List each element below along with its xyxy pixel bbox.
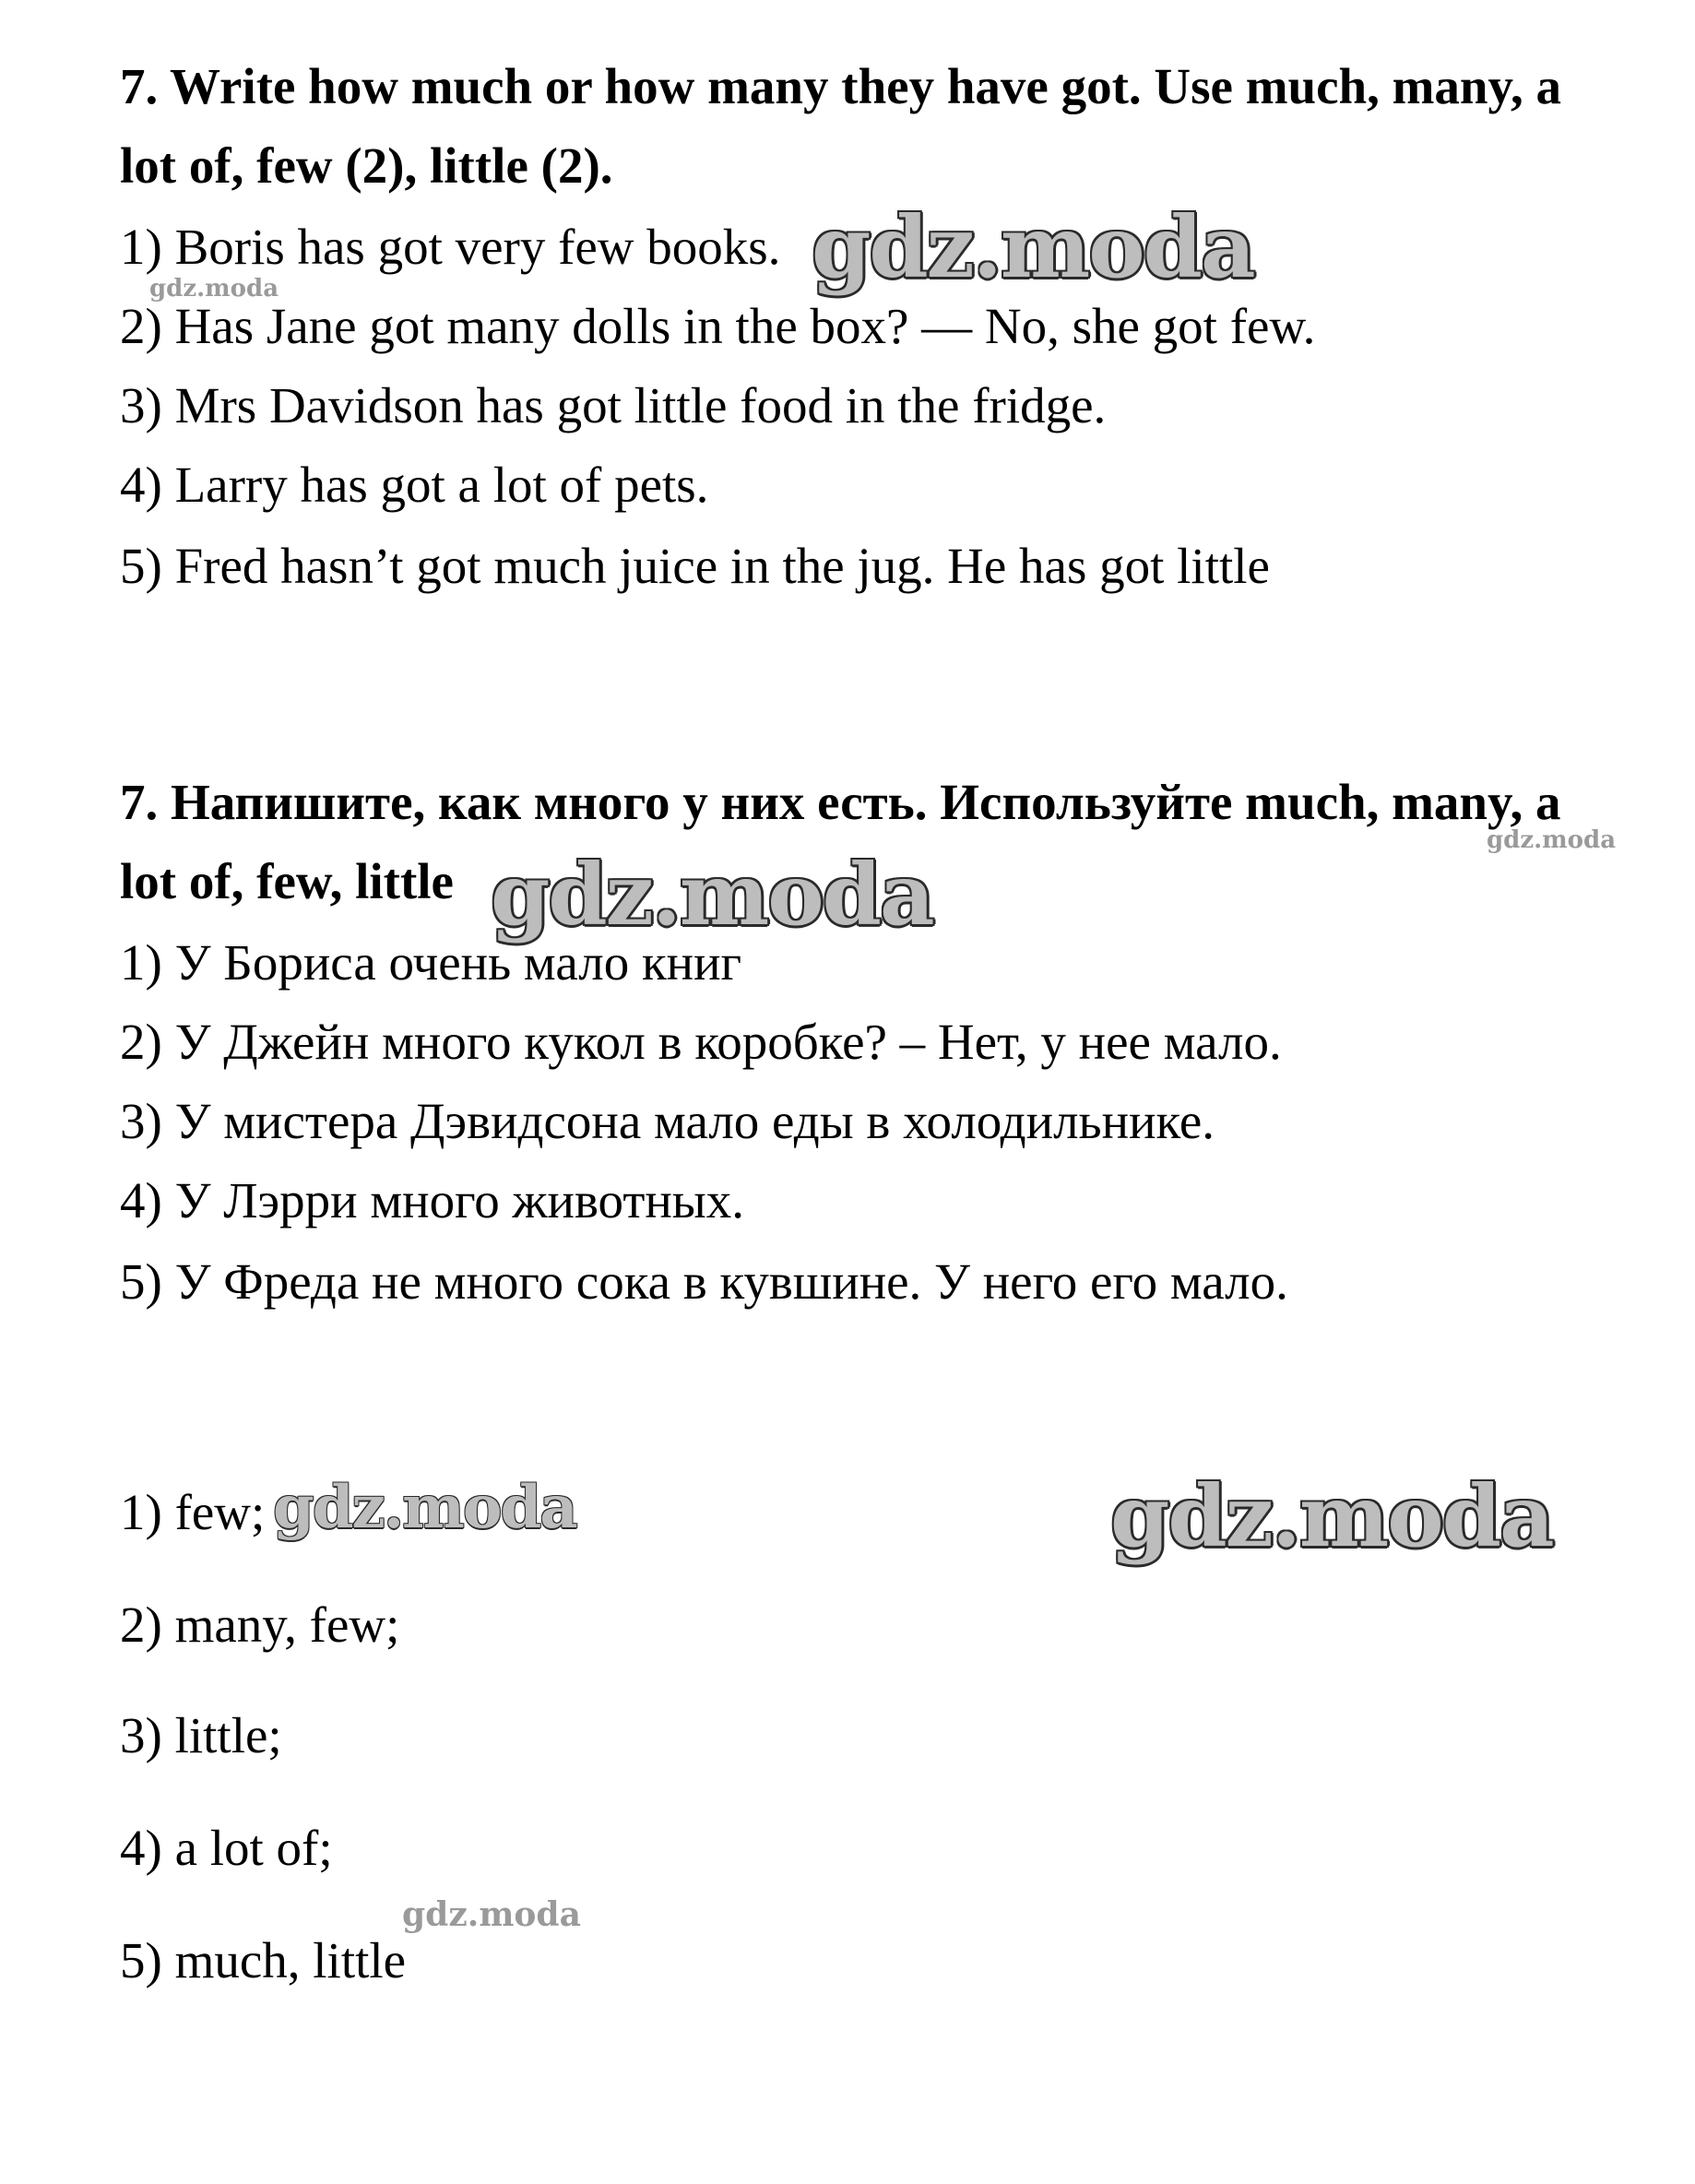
english-item-4: 4) Larry has got a lot of pets. [120, 457, 709, 513]
english-item-2: 2) Has Jane got many dolls in the box? — No, she got few. [120, 298, 1316, 354]
english-heading-line2: lot of, few (2), little (2). [120, 137, 613, 194]
answer-2: 2) many, few; [120, 1596, 400, 1653]
answer-5: 5) much, little [120, 1932, 407, 1988]
answer-1: 1) few; [120, 1484, 266, 1540]
watermark-5: gdz.moda [273, 1473, 576, 1542]
russian-item-5: 5) У Фреда не много сока в кувшине. У него его мало. [120, 1253, 1288, 1310]
answer-3: 3) little; [120, 1707, 282, 1763]
watermark-4: gdz.moda [491, 845, 933, 944]
watermark-7: gdz.moda [402, 1895, 581, 1934]
english-heading-line1: 7. Write how much or how many they have got. Use much, many, a [120, 58, 1561, 114]
watermark-1: gdz.moda [812, 197, 1254, 297]
russian-item-4: 4) У Лэрри много животных. [120, 1172, 744, 1228]
watermark-2: gdz.moda [149, 275, 279, 303]
russian-item-1: 1) У Бориса очень мало книг [120, 934, 742, 991]
english-item-3: 3) Mrs Davidson has got little food in the fridge. [120, 377, 1107, 433]
russian-heading-line2: lot of, few, little [120, 853, 454, 909]
english-item-5: 5) Fred hasn’t got much juice in the jug. He has got little [120, 538, 1270, 594]
russian-item-3: 3) У мистера Дэвидсона мало еды в холодильнике. [120, 1093, 1215, 1149]
watermark-3: gdz.moda [1487, 826, 1617, 854]
watermark-6: gdz.moda [1110, 1466, 1553, 1566]
english-item-1: 1) Boris has got very few books. [120, 219, 781, 275]
russian-item-2: 2) У Джейн много кукол в коробке? – Нет, у нее мало. [120, 1014, 1282, 1070]
answer-4: 4) a lot of; [120, 1820, 333, 1876]
russian-heading-line1: 7. Напишите, как много у них есть. Используйте much, many, a [120, 774, 1561, 830]
